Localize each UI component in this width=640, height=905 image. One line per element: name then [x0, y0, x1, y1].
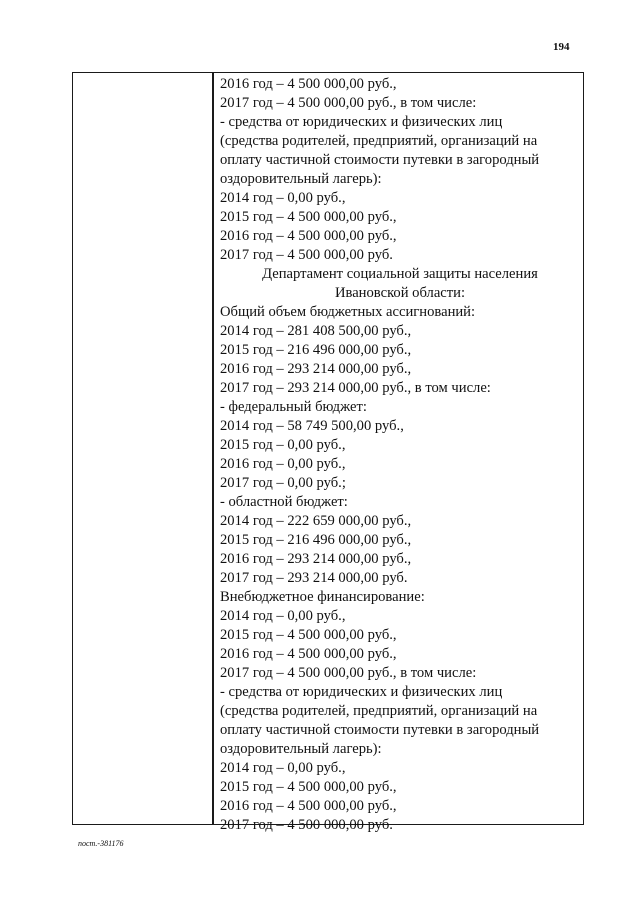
text-line: Внебюджетное финансирование:: [220, 589, 425, 605]
text-line: - областной бюджет:: [220, 494, 348, 510]
text-line: Департамент социальной защиты населения: [262, 266, 538, 282]
text-line: 2017 год – 293 214 000,00 руб.: [220, 570, 408, 586]
text-line: 2015 год – 4 500 000,00 руб.,: [220, 779, 397, 795]
text-line: 2016 год – 293 214 000,00 руб.,: [220, 361, 412, 377]
text-line: 2014 год – 0,00 руб.,: [220, 760, 346, 776]
text-line: 2015 год – 4 500 000,00 руб.,: [220, 627, 397, 643]
document-footer-code: пост.-381176: [78, 839, 124, 848]
text-line: (средства родителей, предприятий, организаций на: [220, 703, 538, 719]
text-line: Общий объем бюджетных ассигнований:: [220, 304, 476, 320]
text-line: 2017 год – 293 214 000,00 руб., в том числе:: [220, 380, 491, 396]
text-line: Ивановской области:: [334, 285, 466, 301]
text-line: оздоровительный лагерь):: [220, 171, 382, 187]
text-line: 2015 год – 0,00 руб.,: [220, 437, 346, 453]
text-line: 2015 год – 4 500 000,00 руб.,: [220, 209, 397, 225]
text-line: 2017 год – 4 500 000,00 руб.: [220, 247, 393, 263]
text-line: - средства от юридических и физических лиц: [220, 114, 503, 130]
text-line: 2014 год – 0,00 руб.,: [220, 190, 346, 206]
text-line: - средства от юридических и физических лиц: [220, 684, 503, 700]
text-line: оплату частичной стоимости путевки в загородный: [220, 152, 540, 168]
text-line: 2016 год – 0,00 руб.,: [220, 456, 346, 472]
text-line: 2015 год – 216 496 000,00 руб.,: [220, 532, 412, 548]
text-line: 2014 год – 0,00 руб.,: [220, 608, 346, 624]
text-line: 2017 год – 4 500 000,00 руб.: [220, 817, 393, 833]
text-line: 2016 год – 4 500 000,00 руб.,: [220, 798, 397, 814]
text-line: 2014 год – 281 408 500,00 руб.,: [220, 323, 412, 339]
text-line: 2016 год – 293 214 000,00 руб.,: [220, 551, 412, 567]
text-line: оздоровительный лагерь):: [220, 741, 382, 757]
text-line: 2016 год – 4 500 000,00 руб.,: [220, 76, 397, 92]
funding-text-column: [220, 75, 580, 835]
text-line: 2014 год – 58 749 500,00 руб.,: [220, 418, 404, 434]
text-line: 2016 год – 4 500 000,00 руб.,: [220, 228, 397, 244]
text-line: 2015 год – 216 496 000,00 руб.,: [220, 342, 412, 358]
text-line: 2017 год – 0,00 руб.;: [220, 475, 346, 491]
text-line: 2016 год – 4 500 000,00 руб.,: [220, 646, 397, 662]
page-number: 194: [553, 41, 570, 53]
text-line: - федеральный бюджет:: [220, 399, 367, 415]
text-line: 2017 год – 4 500 000,00 руб., в том числе:: [220, 665, 477, 681]
text-line: 2014 год – 222 659 000,00 руб.,: [220, 513, 412, 529]
column-divider: [212, 72, 214, 825]
text-line: 2017 год – 4 500 000,00 руб., в том числе:: [220, 95, 477, 111]
text-line: оплату частичной стоимости путевки в загородный: [220, 722, 540, 738]
text-line: (средства родителей, предприятий, организаций на: [220, 133, 538, 149]
